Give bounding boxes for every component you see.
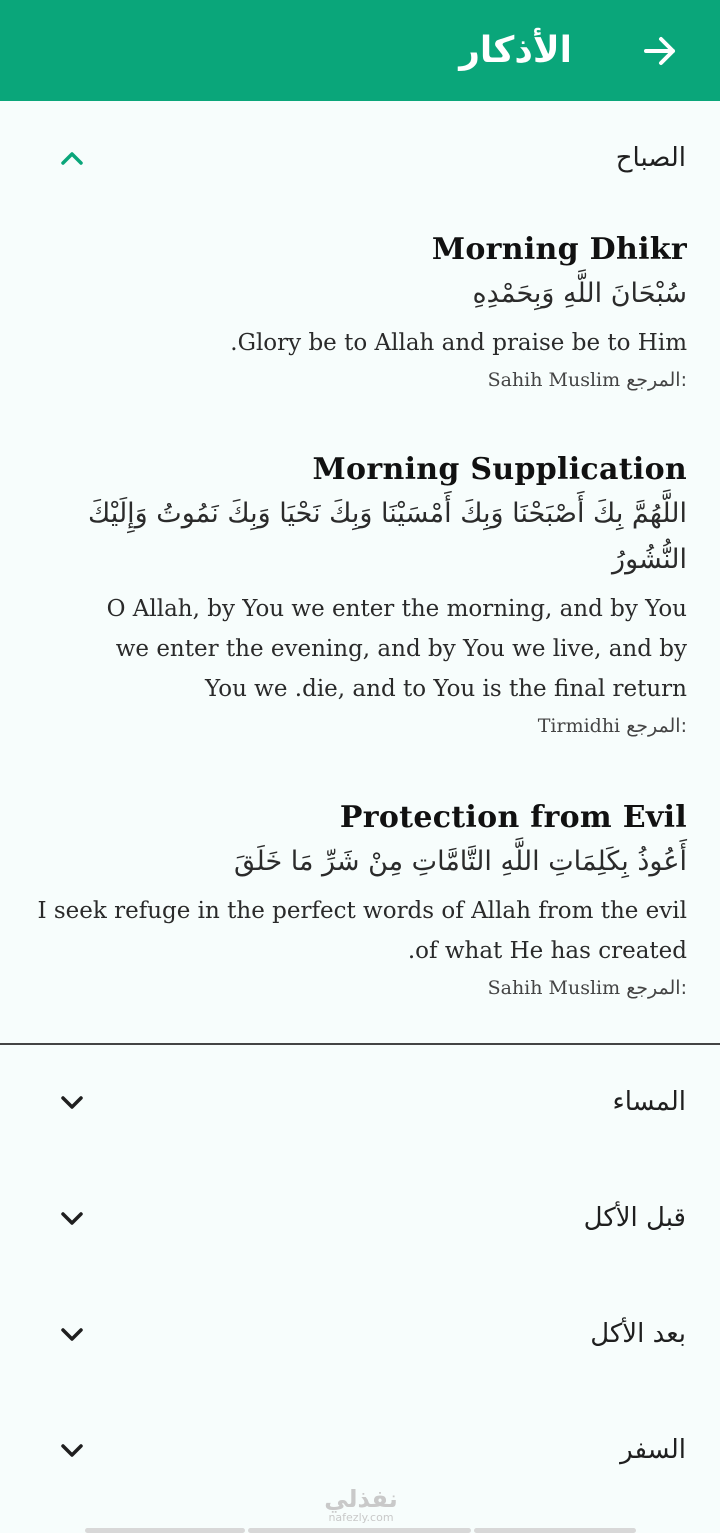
chevron-down-icon bbox=[56, 1434, 88, 1466]
section-header-evening[interactable] bbox=[0, 1072, 720, 1132]
section-title: الصباح bbox=[615, 143, 686, 173]
reference-value: Tirmidhi bbox=[537, 715, 621, 737]
section-divider bbox=[0, 1043, 720, 1045]
app-bar bbox=[0, 0, 720, 101]
entry-arabic-text: اللَّهُمَّ بِكَ أَصْبَحْنَا وَبِكَ أَمْسَيْنَا وَبِكَ نَحْيَا وَبِكَ نَمُوتُ وَإِلَيْكَ النُّشُورُ bbox=[88, 498, 687, 575]
reference-label: المرجع: bbox=[626, 977, 687, 999]
entry-translation: .Glory be to Allah and praise be to Him bbox=[230, 330, 687, 356]
reference-value: Sahih Muslim bbox=[487, 369, 621, 391]
section-title: بعد الأكل bbox=[590, 1319, 686, 1349]
entry-reference bbox=[37, 977, 687, 999]
back-button[interactable] bbox=[640, 31, 680, 71]
entry-title: Morning Dhikr bbox=[431, 232, 687, 267]
section-header-travel[interactable] bbox=[0, 1420, 720, 1480]
chevron-up-icon bbox=[56, 142, 88, 174]
chevron-down-icon bbox=[56, 1202, 88, 1234]
entry-reference bbox=[37, 369, 687, 391]
section-header-after-eating[interactable] bbox=[0, 1304, 720, 1364]
dhikr-entry bbox=[37, 800, 687, 999]
chevron-down-icon bbox=[56, 1086, 88, 1118]
nav-bar-segment bbox=[85, 1528, 245, 1533]
dhikr-entry bbox=[37, 232, 687, 391]
entry-translation: I seek refuge in the perfect words of Allah from the evil .of what He has created bbox=[37, 898, 687, 964]
nav-bar-segment bbox=[474, 1528, 636, 1533]
section-header-morning[interactable] bbox=[0, 128, 720, 188]
entry-title: Protection from Evil bbox=[339, 800, 687, 835]
watermark bbox=[316, 1486, 406, 1524]
entry-arabic-text: أَعُوذُ بِكَلِمَاتِ اللَّهِ التَّامَّاتِ مِنْ شَرِّ مَا خَلَقَ bbox=[233, 846, 687, 877]
section-header-before-eating[interactable] bbox=[0, 1188, 720, 1248]
page-title: الأذكار bbox=[459, 30, 572, 71]
entry-reference bbox=[77, 715, 687, 737]
entry-arabic-text: سُبْحَانَ اللَّهِ وَبِحَمْدِهِ bbox=[472, 278, 687, 309]
chevron-down-icon bbox=[56, 1318, 88, 1350]
watermark-logo: نفذلي bbox=[324, 1485, 398, 1513]
reference-label: المرجع: bbox=[626, 715, 687, 737]
reference-value: Sahih Muslim bbox=[487, 977, 621, 999]
arrow-right-icon bbox=[642, 33, 678, 69]
entry-translation: O Allah, by You we enter the morning, and by You we enter the evening, and by You we live, and by You we .die, and to You is the final return bbox=[106, 596, 687, 702]
watermark-url: nafezly.com bbox=[328, 1511, 394, 1524]
dhikr-entry bbox=[77, 452, 687, 737]
section-title: قبل الأكل bbox=[583, 1203, 686, 1233]
nav-bar-segment bbox=[248, 1528, 471, 1533]
section-title: السفر bbox=[620, 1435, 686, 1465]
entry-title: Morning Supplication bbox=[312, 452, 687, 487]
section-title: المساء bbox=[612, 1087, 686, 1117]
reference-label: المرجع: bbox=[626, 369, 687, 391]
